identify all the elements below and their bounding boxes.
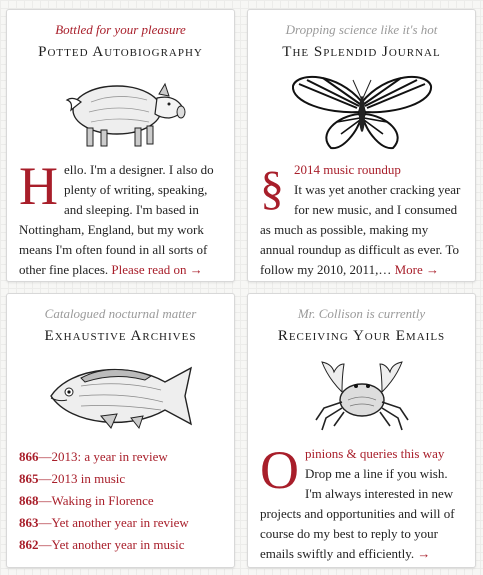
card-title[interactable]: Potted Autobiography	[38, 44, 203, 60]
read-on-link[interactable]: Please read on →	[111, 262, 203, 277]
list-item[interactable]: 865—2013 in music	[19, 471, 126, 486]
list-item[interactable]: 862—Yet another year in music	[19, 537, 185, 552]
list-item[interactable]: 863—Yet another year in review	[19, 515, 189, 530]
pig-icon	[51, 72, 191, 152]
journal-excerpt: § 2014 music roundup It was yet another cracking year for new music, and I consumed as much as possible, making my annual roundup as difficult as ever. To follow my 2010, 2011,… More →	[260, 162, 461, 277]
section-icon: §	[260, 162, 284, 215]
contact-link[interactable]: pinions & queries this way	[305, 446, 445, 461]
card-title[interactable]: Exhaustive Archives	[44, 328, 197, 344]
card-title[interactable]: The Splendid Journal	[282, 44, 441, 60]
dropcap: O	[260, 440, 299, 500]
card-kicker: Mr. Collison is currently	[297, 306, 426, 321]
archive-list	[19, 446, 222, 556]
card-journal	[247, 9, 476, 282]
card-kicker: Dropping science like it's hot	[285, 22, 438, 37]
list-item[interactable]: 866—2013: a year in review	[19, 449, 168, 464]
list-item[interactable]: 868—Waking in Florence	[19, 493, 154, 508]
contact-text: Opinions & queries this way Drop me a line if you wish. I'm always interested in new projects and opportunities and will of course do my best to reply to your emails swiftly and efficiently. →	[260, 440, 455, 561]
card-kicker: Bottled for your pleasure	[55, 22, 186, 37]
dropcap: H	[19, 156, 58, 216]
more-link[interactable]: More →	[394, 262, 439, 277]
card-autobiography	[6, 9, 235, 282]
card-emails	[247, 293, 476, 568]
crab-icon	[312, 356, 412, 436]
fish-icon	[41, 356, 201, 436]
intro-text: Hello. I'm a designer. I also do plenty of writing, speaking, and sleeping. I'm based in Nottingham, England, but my work means I'm often found in all sorts of other fine places. Please read on →	[19, 156, 214, 277]
card-kicker: Catalogued nocturnal matter	[44, 306, 197, 321]
post-title-link[interactable]: 2014 music roundup	[294, 162, 401, 177]
butterfly-icon	[287, 72, 437, 152]
card-archives	[6, 293, 235, 568]
arrow-icon[interactable]: →	[417, 546, 431, 561]
card-title[interactable]: Receiving Your Emails	[277, 328, 446, 344]
